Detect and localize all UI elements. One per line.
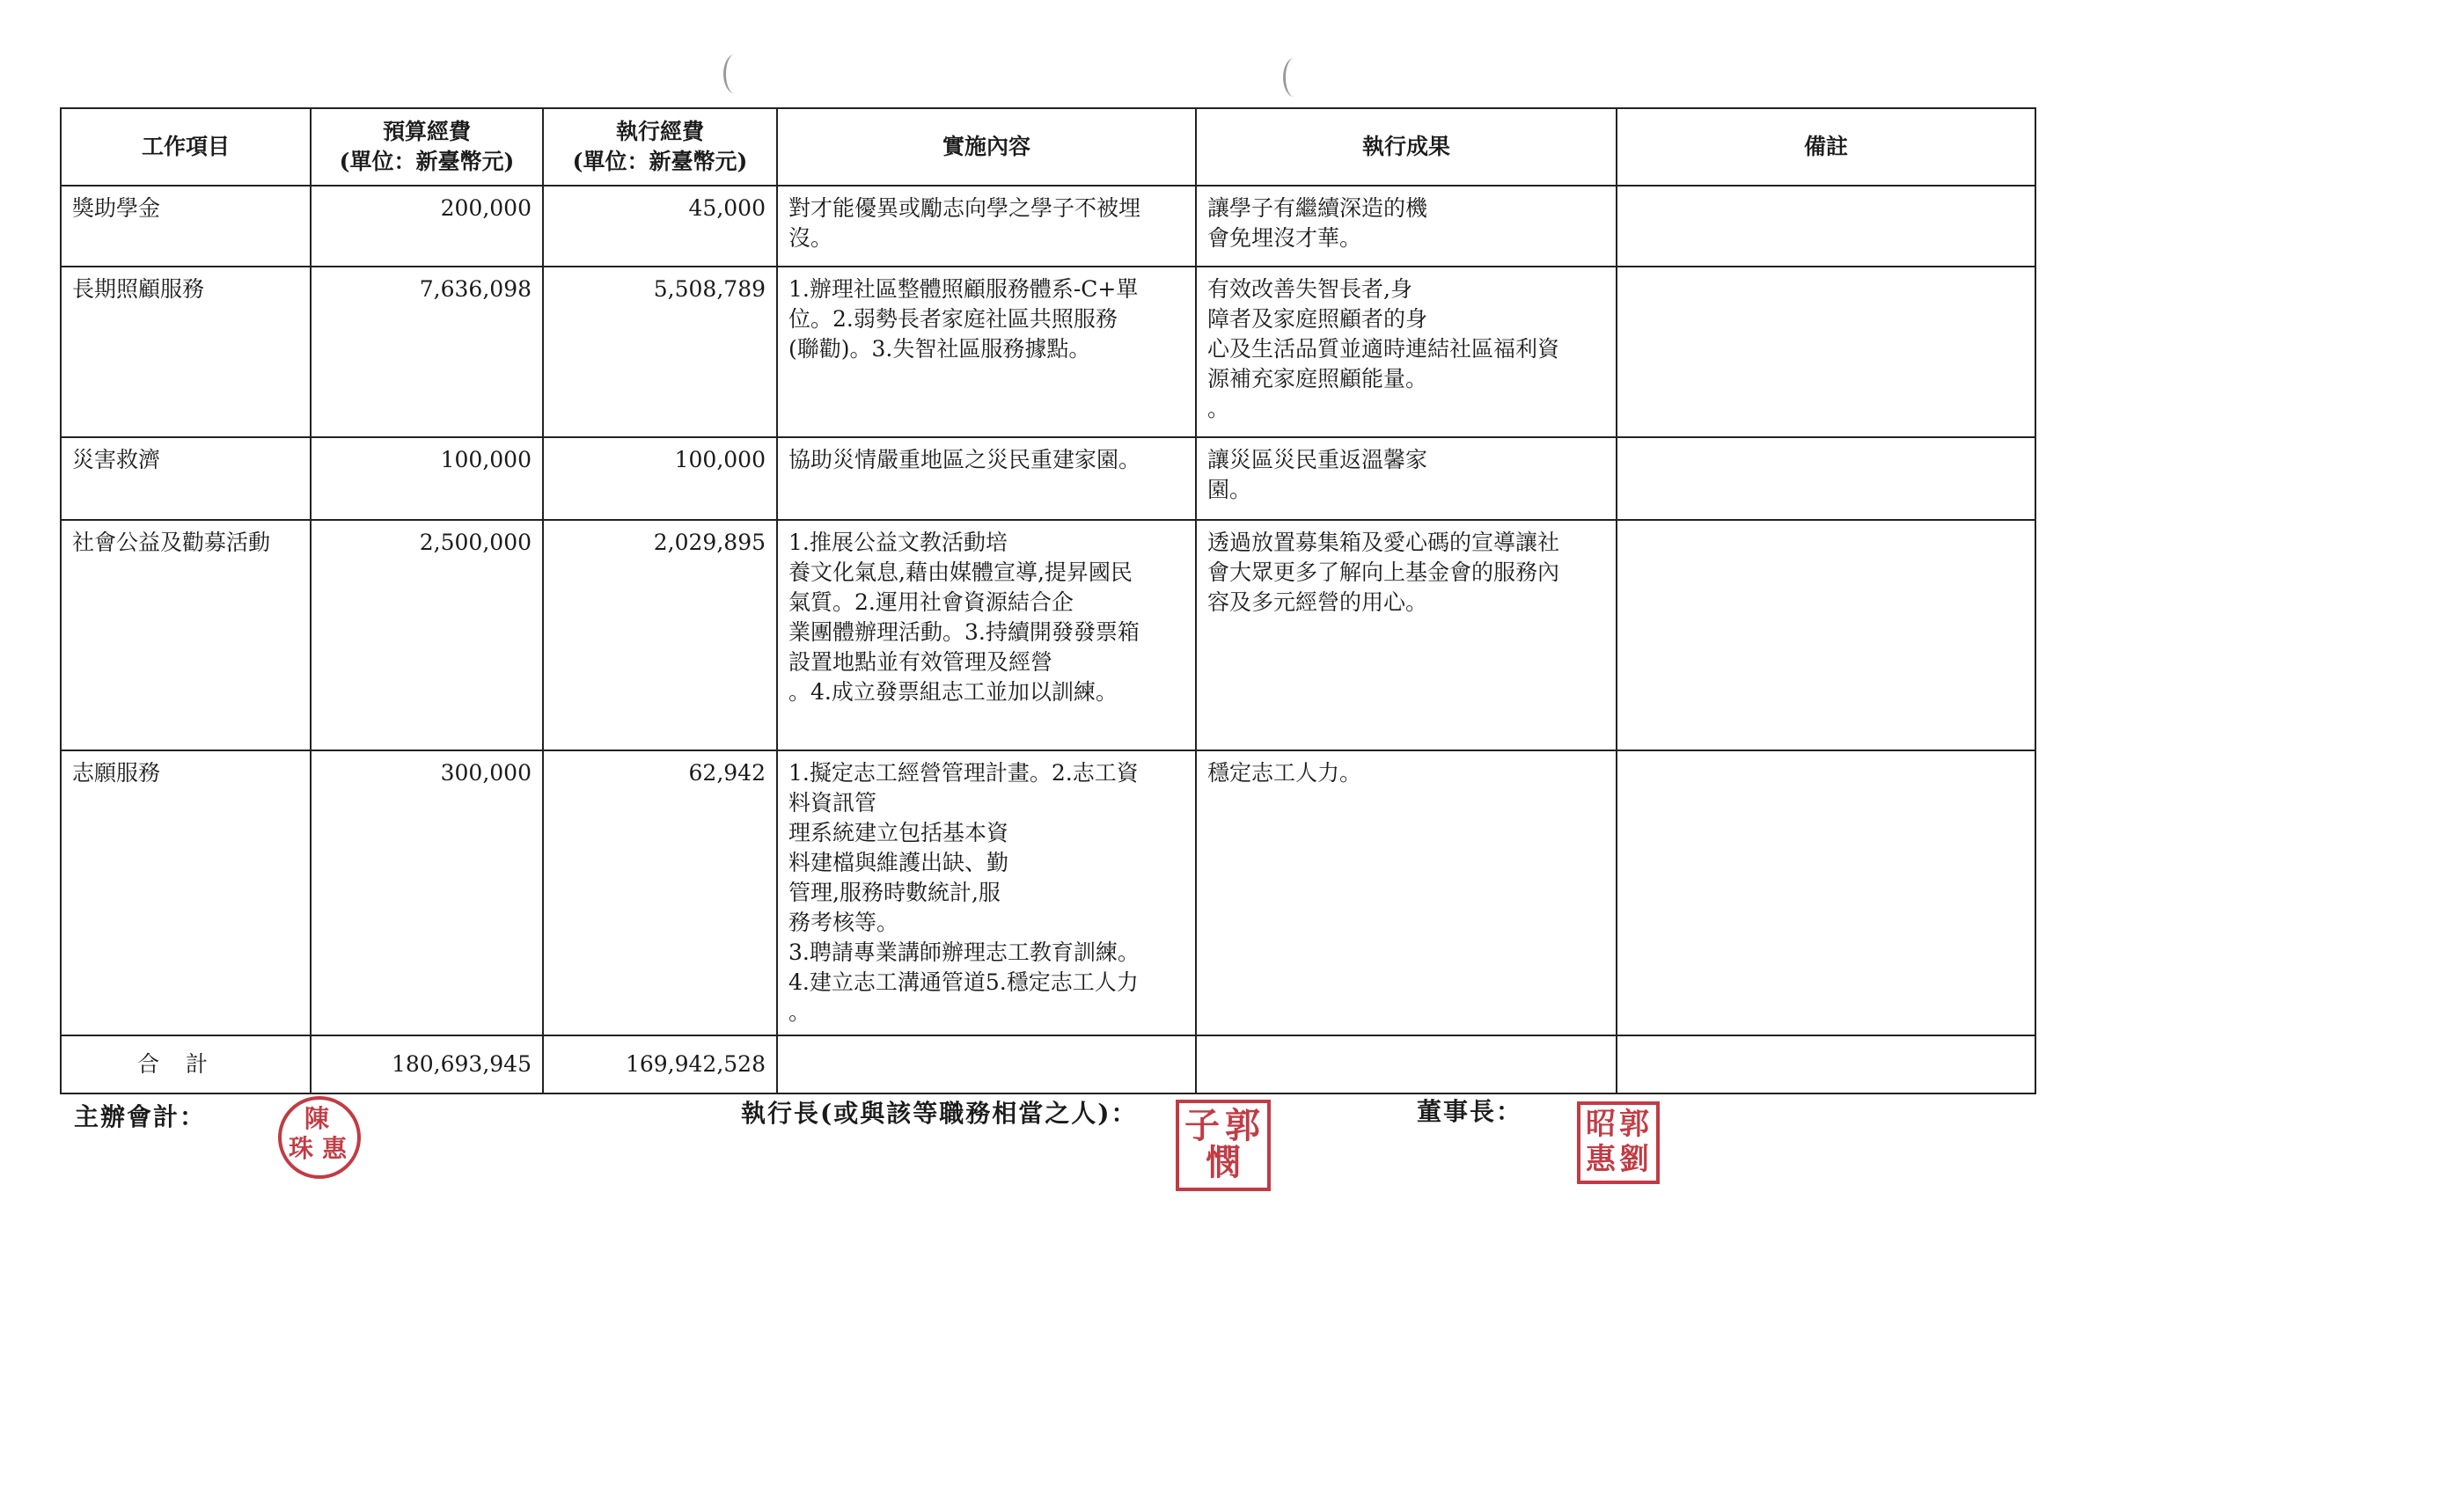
cell-result: 有效改善失智長者,身 障者及家庭照顧者的身 心及生活品質並適時連結社區福利資 源補充家庭照顧能量。 。 [1196,267,1617,437]
seal-char: 珠 [289,1134,314,1163]
accountant-seal [278,1096,361,1179]
cell-result: 讓災區災民重返溫馨家 園。 [1196,437,1617,520]
cell-content: 1.辦理社區整體照顧服務體系-C+單 位。2.弱勢長者家庭社區共照服務 (聯勸)。3.失智社區服務據點。 [777,267,1196,437]
table-row [61,186,2035,267]
cell-content: 1.推展公益文教活動培 養文化氣息,藉由媒體宣導,提昇國民 氣質。2.運用社會資源結合企 業團體辦理活動。3.持續開發發票箱 設置地點並有效管理及經營 。4.成立發票組志工並加以訓練。 [777,520,1196,750]
table-row [61,267,2035,437]
seal-char: 子 [1184,1105,1220,1146]
total-empty-cell [777,1035,1196,1093]
seal-char: 憫 [1206,1142,1241,1183]
chairman-signature-label: 董事長： [1417,1097,1523,1126]
chairman-seal [1577,1101,1660,1184]
cell-budget: 2,500,000 [311,520,543,750]
cell-note [1617,437,2035,520]
table-row [61,520,2035,750]
col-header-item: 工作項目 [61,108,311,186]
cell-budget: 300,000 [311,750,543,1035]
cell-content: 1.擬定志工經營管理計畫。2.志工資 料資訊管 理系統建立包括基本資 料建檔與維護出缺、勤 管理,服務時數統計,服 務考核等。 3.聘請專業講師辦理志工教育訓練。 4.建立志工溝通管道5.穩定志工人力 。 [777,750,1196,1035]
col-header-budget: 預算經費 (單位：新臺幣元) [311,108,543,186]
table-row [61,750,2035,1035]
cell-result: 穩定志工人力。 [1196,750,1617,1035]
cell-result: 透過放置募集箱及愛心碼的宣導讓社 會大眾更多了解向上基金會的服務內 容及多元經營的用心。 [1196,520,1617,750]
total-empty-cell [1196,1035,1617,1093]
table-header-row [61,108,2035,186]
seal-char: 陳 [304,1104,330,1133]
punch-hole-mark [723,55,745,93]
cell-item: 獎助學金 [61,186,311,267]
seal-char: 劉 [1619,1142,1649,1177]
cell-budget: 100,000 [311,437,543,520]
cell-budget: 7,636,098 [311,267,543,437]
cell-content: 對才能優異或勵志向學之學子不被埋 沒。 [777,186,1196,267]
cell-content: 協助災情嚴重地區之災民重建家園。 [777,437,1196,520]
col-header-note: 備註 [1617,108,2035,186]
seal-char: 郭 [1225,1105,1260,1146]
accountant-signature-label: 主辦會計： [74,1102,207,1131]
cell-result: 讓學子有繼續深造的機 會免埋沒才華。 [1196,186,1617,267]
cell-item: 災害救濟 [61,437,311,520]
cell-executed: 45,000 [543,186,777,267]
total-empty-cell [1617,1035,2035,1093]
cell-executed: 62,942 [543,750,777,1035]
total-executed: 169,942,528 [543,1035,777,1093]
work-report-table [60,107,2036,1094]
cell-item: 社會公益及勸募活動 [61,520,311,750]
punch-hole-mark [1283,58,1305,97]
ceo-signature-label: 執行長(或與該等職務相當之人)： [741,1099,1138,1128]
ceo-seal [1176,1100,1271,1191]
cell-executed: 100,000 [543,437,777,520]
cell-note [1617,750,2035,1035]
cell-note [1617,186,2035,267]
cell-executed: 2,029,895 [543,520,777,750]
col-header-executed: 執行經費 (單位：新臺幣元) [543,108,777,186]
table-row [61,437,2035,520]
cell-note [1617,267,2035,437]
cell-executed: 5,508,789 [543,267,777,437]
seal-char: 昭 [1586,1107,1616,1142]
cell-item: 志願服務 [61,750,311,1035]
col-header-result: 執行成果 [1196,108,1617,186]
cell-budget: 200,000 [311,186,543,267]
col-header-content: 實施內容 [777,108,1196,186]
total-row [61,1035,2035,1093]
cell-note [1617,520,2035,750]
total-label: 合計 [61,1035,311,1093]
cell-item: 長期照顧服務 [61,267,311,437]
seal-char: 惠 [322,1134,348,1163]
seal-char: 郭 [1619,1107,1649,1142]
total-budget: 180,693,945 [311,1035,543,1093]
seal-char: 惠 [1586,1142,1616,1177]
